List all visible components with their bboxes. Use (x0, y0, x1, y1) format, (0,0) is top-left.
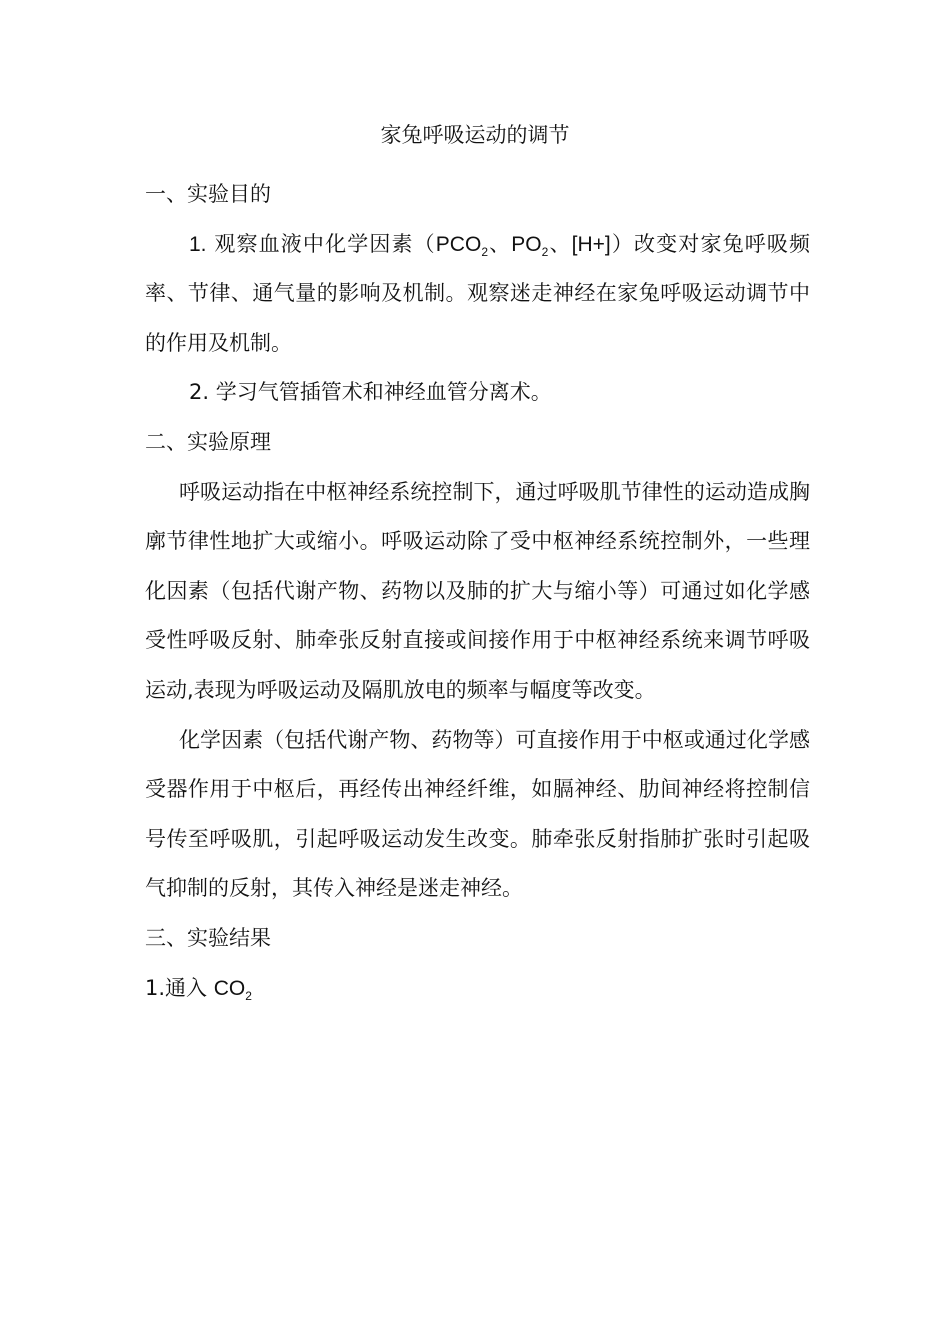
item-number: 1. (189, 232, 207, 256)
separator: 、 (548, 231, 572, 256)
po2-label: PO (511, 232, 542, 256)
objective-item-2: 2. 学习气管插管术和神经血管分离术。 (189, 380, 552, 405)
item-text-part: 观察血液中化学因素（ (214, 231, 436, 256)
result-item-1 (145, 964, 810, 1014)
subscript-2: 2 (481, 244, 488, 259)
principle-paragraph-1: 呼吸运动指在中枢神经系统控制下，通过呼吸肌节律性的运动造成胸廓节律性地扩大或缩小。呼吸运动除了受中枢神经系统控制外，一些理化因素（包括代谢产物、药物以及肺的扩大与缩小等）可通过如化学感受性呼吸反射、肺牵张反射直接或间接作用于中枢神经系统来调节呼吸运动,表现为呼吸运动及隔肌放电的频率与幅度等改变。 (145, 479, 810, 702)
separator: 、 (488, 231, 512, 256)
item-text-part: ）改变对家兔呼吸频率、节律、通气量的影响及机制。观察迷走神经在家兔呼吸运动调节中的作用及机制。 (145, 231, 811, 355)
document-body (145, 170, 810, 1013)
document-title: 家兔呼吸运动的调节 (380, 123, 570, 147)
principle-paragraph-2: 化学因素（包括代谢产物、药物等）可直接作用于中枢或通过化学感受器作用于中枢后，再经传出神经纤维，如膈神经、肋间神经将控制信号传至呼吸肌，引起呼吸运动发生改变。肺牵张反射指肺扩张时引起吸气抑制的反射，其传入神经是迷走神经。 (145, 727, 810, 901)
subscript-2: 2 (541, 244, 549, 259)
objective-item-1 (145, 220, 810, 369)
subscript-2: 2 (245, 988, 252, 1003)
result-item-prefix: 1.通入 (145, 975, 214, 1000)
section-heading-results: 三、实验结果 (145, 925, 271, 950)
section-heading-objectives: 一、实验目的 (145, 182, 271, 206)
co2-label: CO (213, 976, 246, 1000)
section-heading-principle: 二、实验原理 (145, 429, 271, 454)
pco2-label: PCO (435, 232, 482, 256)
h-ion-label: [H+] (571, 232, 611, 256)
